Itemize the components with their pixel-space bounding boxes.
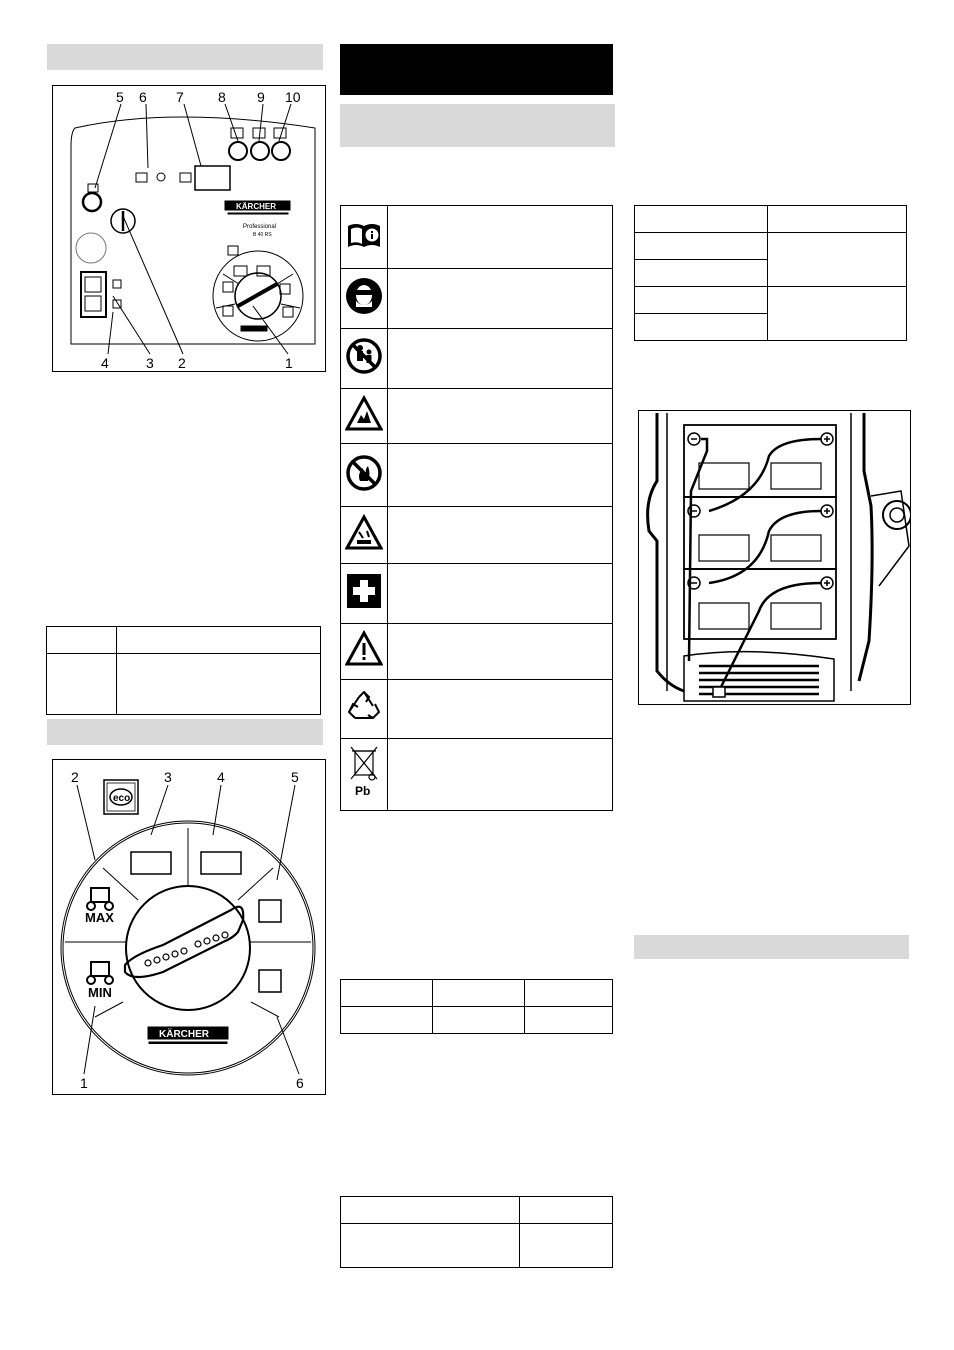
symbols-table bbox=[340, 205, 613, 811]
dial-callout-5: 5 bbox=[291, 769, 299, 785]
program-dial-figure bbox=[52, 759, 326, 1095]
section-header-bar-3 bbox=[340, 104, 615, 147]
manual-info-icon bbox=[345, 216, 383, 254]
callout-3: 3 bbox=[146, 355, 154, 371]
control-panel-drawing bbox=[53, 86, 325, 371]
callout-2: 2 bbox=[178, 355, 186, 371]
dial-callout-1: 1 bbox=[80, 1075, 88, 1091]
dial-max-label: MAX bbox=[85, 910, 114, 925]
keep-children-away-icon bbox=[345, 337, 383, 375]
callout-9: 9 bbox=[257, 89, 265, 105]
middle-table-2 bbox=[340, 1196, 613, 1268]
warning-triangle-icon bbox=[345, 630, 383, 668]
dial-brand: KÄRCHER bbox=[159, 1029, 209, 1040]
panel-model-2: B 40 RS bbox=[253, 232, 272, 238]
explosion-warning-icon bbox=[345, 395, 383, 433]
callout-6: 6 bbox=[139, 89, 147, 105]
left-table-1 bbox=[46, 626, 321, 715]
section-header-bar-4 bbox=[634, 935, 909, 959]
acid-warning-icon bbox=[345, 514, 383, 552]
callout-1: 1 bbox=[285, 355, 293, 371]
chapter-header-bar bbox=[340, 44, 613, 95]
dial-callout-3: 3 bbox=[164, 769, 172, 785]
callout-10: 10 bbox=[285, 89, 301, 105]
control-panel-figure bbox=[52, 85, 326, 372]
section-header-bar-1 bbox=[47, 44, 323, 70]
callout-4: 4 bbox=[101, 355, 109, 371]
program-dial-drawing bbox=[53, 760, 325, 1094]
right-table-1 bbox=[634, 205, 907, 341]
face-protection-icon bbox=[345, 277, 383, 315]
middle-table-1 bbox=[340, 979, 613, 1034]
dial-callout-6: 6 bbox=[296, 1075, 304, 1091]
battery-wiring-drawing bbox=[639, 411, 910, 704]
recycling-icon bbox=[345, 688, 383, 726]
dial-callout-4: 4 bbox=[217, 769, 225, 785]
first-aid-icon bbox=[345, 572, 383, 610]
panel-brand: KÄRCHER bbox=[236, 202, 276, 211]
no-fire-icon bbox=[345, 454, 383, 492]
section-header-bar-2 bbox=[47, 719, 323, 745]
callout-8: 8 bbox=[218, 89, 226, 105]
callout-7: 7 bbox=[176, 89, 184, 105]
battery-wiring-figure bbox=[638, 410, 911, 705]
crossed-bin-icon bbox=[345, 743, 383, 801]
pb-label: Pb bbox=[355, 784, 371, 798]
dial-min-label: MIN bbox=[88, 985, 112, 1000]
dial-callout-2: 2 bbox=[71, 769, 79, 785]
dial-eco-label: eco bbox=[113, 793, 131, 804]
panel-model-1: Professional bbox=[243, 224, 277, 230]
callout-5: 5 bbox=[116, 89, 124, 105]
